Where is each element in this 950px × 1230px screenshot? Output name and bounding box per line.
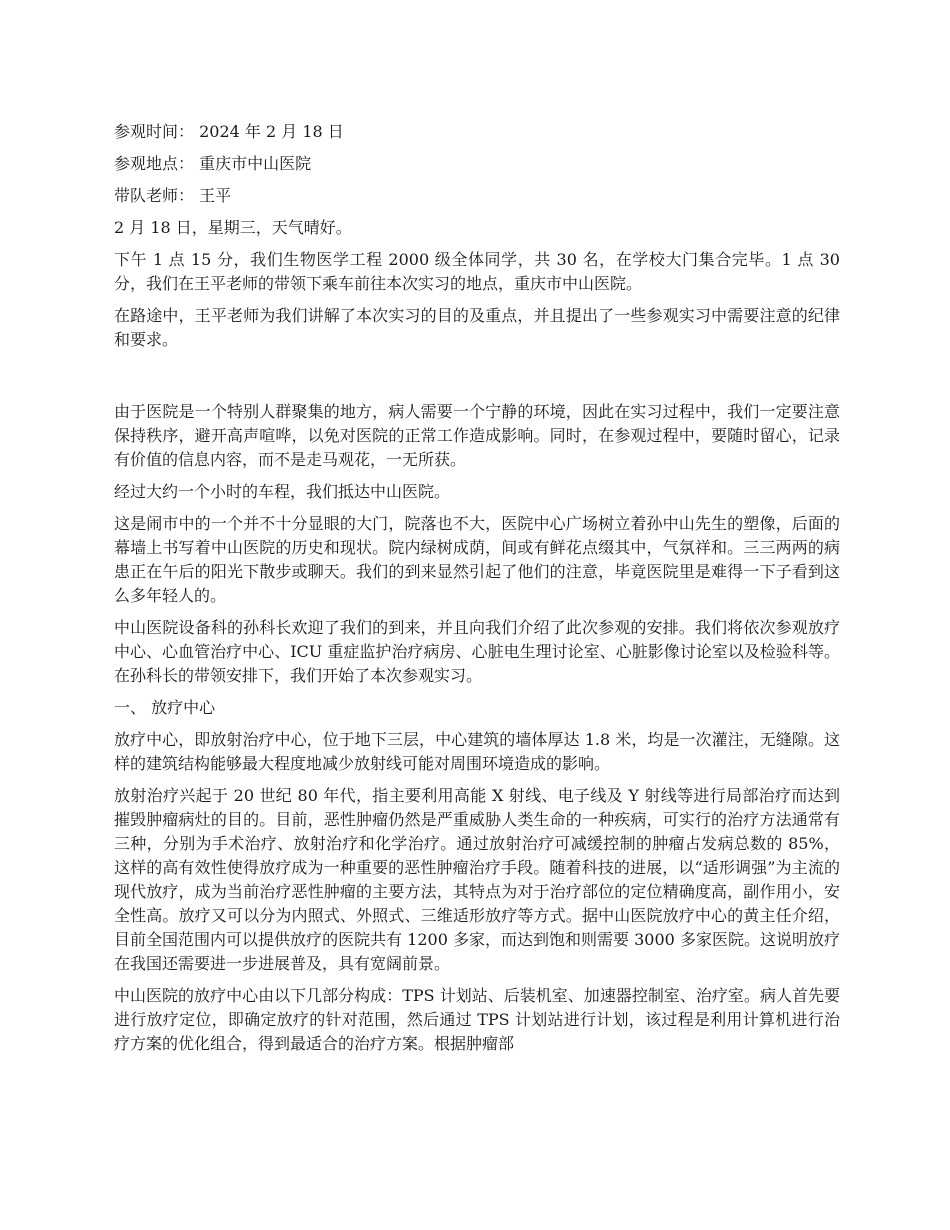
paragraph-hospital-gate: 这是闹市中的一个并不十分显眼的大门，院落也不大，医院中心广场树立着孙中山先生的塑像，后面的幕墙上书写着中山医院的历史和现状。院内绿树成荫，间或有鲜花点缀其中，气氛祥和。三三两两的病患正在午后的阳光下散步或聊天。我们的到来显然引起了他们的注意，毕竟医院里是难得一下子看到这么多年轻人的。 bbox=[114, 514, 840, 605]
paragraph-discipline: 由于医院是一个特别人群聚集的地方，病人需要一个宁静的环境，因此在实习过程中，我们一定要注意保持秩序，避开高声喧哗，以免对医院的正常工作造成影响。同时，在参观过程中，要随时留心，记录有价值的信息内容，而不是走马观花，一无所获。 bbox=[114, 402, 840, 469]
teacher-line bbox=[114, 184, 840, 208]
visit-time-label: 参观时间： bbox=[114, 122, 195, 141]
teacher-label: 带队老师： bbox=[114, 186, 195, 205]
paragraph-gathering: 下午 1 点 15 分，我们生物医学工程 2000 级全体同学，共 30 名，在学校大门集合完毕。1 点 30 分，我们在王平老师的带领下乘车前往本次实习的地点，重庆市中山医院。 bbox=[114, 250, 840, 293]
paragraph-introduction: 中山医院设备科的孙科长欢迎了我们的到来，并且向我们介绍了此次参观的安排。我们将依次参观放疗中心、心血管治疗中心、ICU 重症监护治疗病房、心脏电生理讨论室、心脏影像讨论室以及检验科等。在孙科长的带领安排下，我们开始了本次参观实习。 bbox=[114, 618, 840, 685]
section-heading-radiotherapy: 一、 放疗中心 bbox=[114, 698, 216, 717]
visit-place-line bbox=[114, 152, 840, 176]
document-page bbox=[114, 120, 840, 1064]
visit-time-value: 2024 年 2 月 18 日 bbox=[199, 122, 344, 141]
blank-space bbox=[114, 360, 840, 400]
paragraph-arrival: 经过大约一个小时的车程，我们抵达中山医院。 bbox=[114, 482, 451, 501]
visit-time-line bbox=[114, 120, 840, 144]
teacher-value: 王平 bbox=[199, 186, 232, 205]
paragraph-date: 2 月 18 日，星期三，天气晴好。 bbox=[114, 218, 352, 237]
visit-place-label: 参观地点： bbox=[114, 154, 195, 173]
paragraph-radiotherapy-history: 放射治疗兴起于 20 世纪 80 年代，指主要利用高能 X 射线、电子线及 Y 射线等进行局部治疗而达到摧毁肿瘤病灶的目的。目前，恶性肿瘤仍然是严重威胁人类生命的一种疾病，可实行的治疗方法通常有三种，分别为手术治疗、放射治疗和化学治疗。通过放射治疗可减缓控制的肿瘤占发病总数的 85%，这样的高有效性使得放疗成为一种重要的恶性肿瘤治疗手段。随着科技的进展，以“适形调强”为主流的现代放疗，成为当前治疗恶性肿瘤的主要方法，其特点为对于治疗部位的定位精确度高，副作用小，安全性高。放疗又可以分为内照式、外照式、三维适形放疗等方式。据中山医院放疗中心的黄主任介绍，目前全国范围内可以提供放疗的医院共有 1200 多家，而达到饱和则需要 3000 多家医院。这说明放疗在我国还需要进一步进展普及，具有宽阔前景。 bbox=[114, 786, 840, 973]
paragraph-radiotherapy-center: 放疗中心，即放射治疗中心，位于地下三层，中心建筑的墙体厚达 1.8 米，均是一次灌注，无缝隙。这样的建筑结构能够最大程度地减少放射线可能对周围环境造成的影响。 bbox=[114, 730, 840, 773]
paragraph-on-the-way: 在路途中，王平老师为我们讲解了本次实习的目的及重点，并且提出了一些参观实习中需要注意的纪律和要求。 bbox=[114, 306, 840, 349]
paragraph-radiotherapy-structure: 中山医院的放疗中心由以下几部分构成：TPS 计划站、后装机室、加速器控制室、治疗室。病人首先要进行放疗定位，即确定放疗的针对范围，然后通过 TPS 计划站进行计划，该过程是利用计算机进行治疗方案的优化组合，得到最适合的治疗方案。根据肿瘤部 bbox=[114, 986, 840, 1053]
visit-place-value: 重庆市中山医院 bbox=[199, 154, 312, 173]
